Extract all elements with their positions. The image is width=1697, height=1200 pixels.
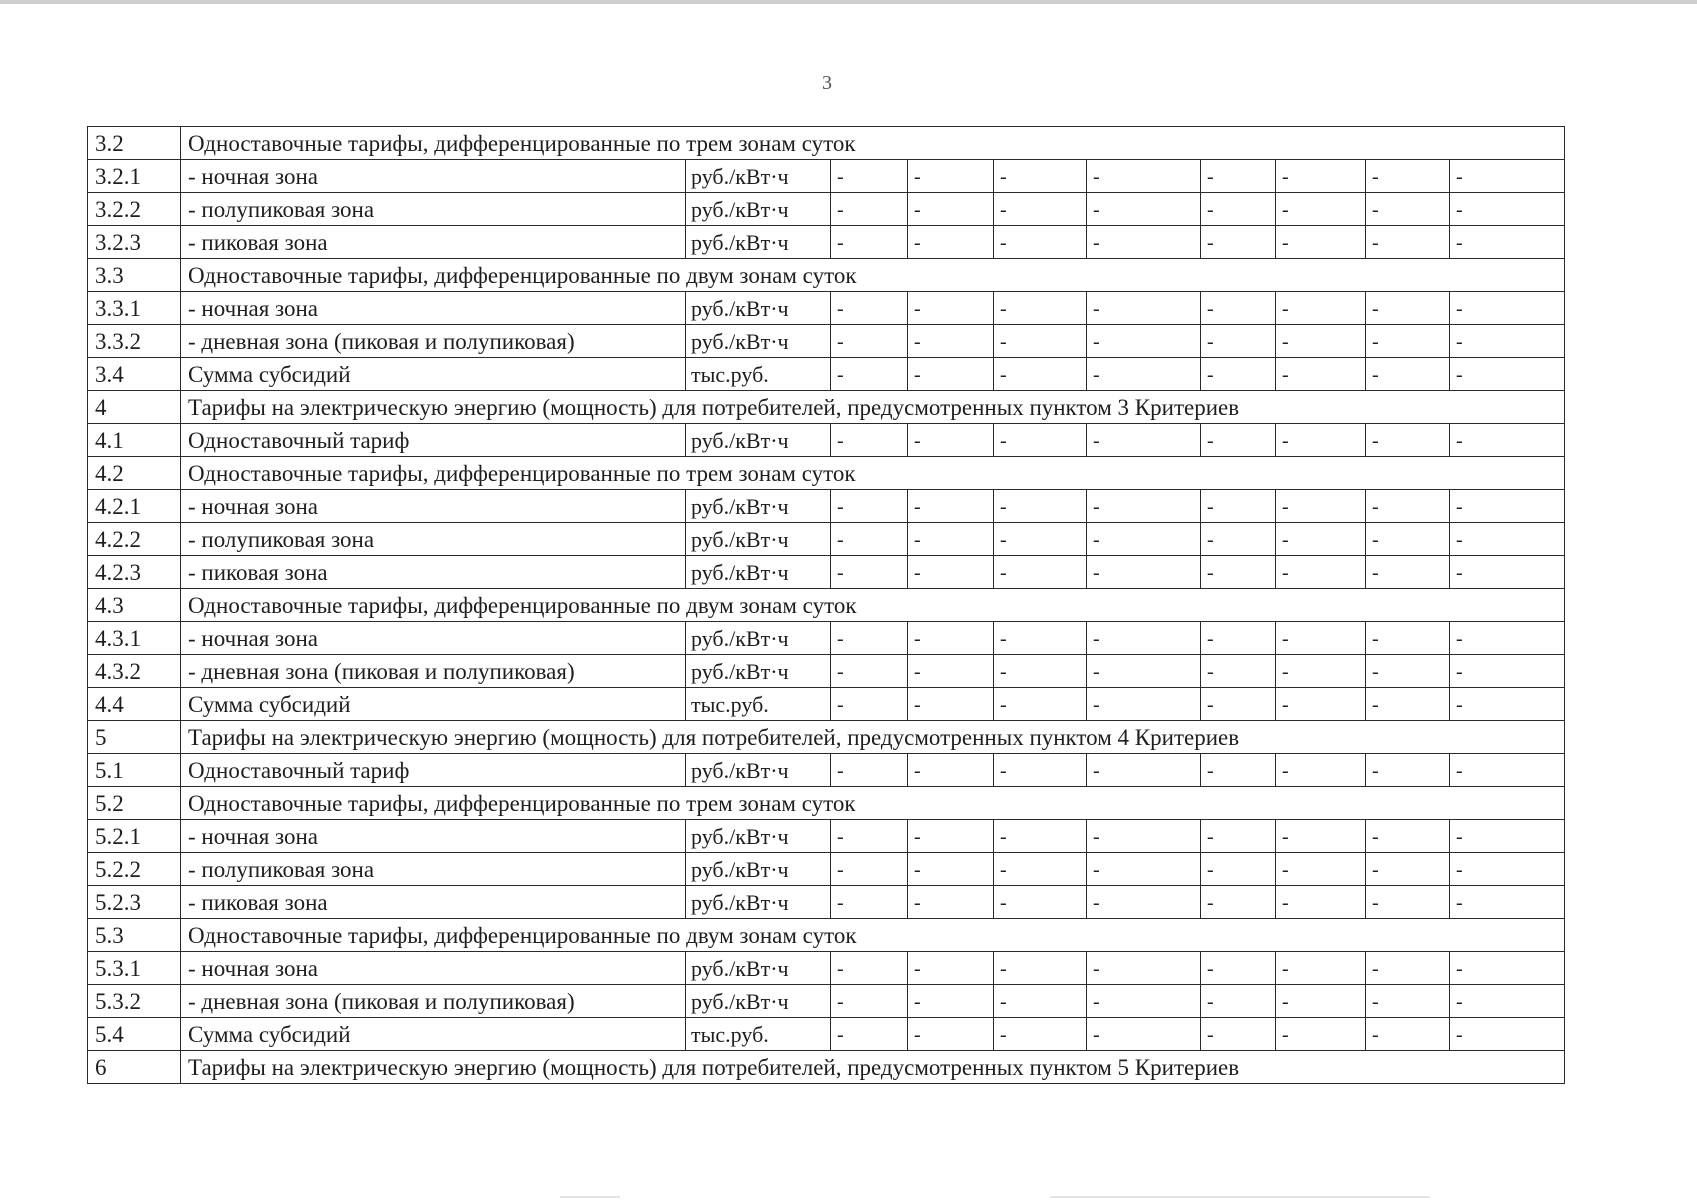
unit-cell: руб./кВт·ч: [686, 424, 831, 457]
value-cell: -: [1201, 622, 1276, 655]
value-cell: -: [908, 523, 994, 556]
value-cell: -: [1276, 886, 1366, 919]
table-row: [88, 490, 1565, 523]
value-cell: -: [1087, 853, 1201, 886]
row-number: 4.3: [88, 589, 181, 622]
value-cell: -: [908, 886, 994, 919]
value-cell: -: [1087, 622, 1201, 655]
table-section-row: [88, 919, 1565, 952]
table-row: [88, 688, 1565, 721]
value-cell: -: [1276, 985, 1366, 1018]
value-cell: -: [1087, 556, 1201, 589]
unit-cell: тыс.руб.: [686, 1018, 831, 1051]
value-cell: -: [908, 1018, 994, 1051]
section-title: Тарифы на электрическую энергию (мощность) для потребителей, предусмотренных пунктом 3 Критериев: [181, 391, 1565, 424]
value-cell: -: [1201, 490, 1276, 523]
value-cell: -: [1201, 688, 1276, 721]
value-cell: -: [1276, 193, 1366, 226]
row-number: 5.2.2: [88, 853, 181, 886]
row-label: - полупиковая зона: [181, 523, 686, 556]
value-cell: -: [994, 490, 1087, 523]
value-cell: -: [1450, 886, 1565, 919]
value-cell: -: [831, 1018, 908, 1051]
value-cell: -: [1366, 853, 1450, 886]
row-number: 4.2: [88, 457, 181, 490]
value-cell: -: [1450, 226, 1565, 259]
value-cell: -: [1450, 622, 1565, 655]
value-cell: -: [1276, 688, 1366, 721]
value-cell: -: [994, 523, 1087, 556]
value-cell: -: [908, 655, 994, 688]
value-cell: -: [1201, 754, 1276, 787]
value-cell: -: [831, 820, 908, 853]
value-cell: -: [831, 358, 908, 391]
value-cell: -: [1087, 424, 1201, 457]
value-cell: -: [1087, 226, 1201, 259]
value-cell: -: [908, 556, 994, 589]
value-cell: -: [994, 655, 1087, 688]
value-cell: -: [1087, 325, 1201, 358]
value-cell: -: [831, 622, 908, 655]
row-number: 3.3.1: [88, 292, 181, 325]
value-cell: -: [1087, 820, 1201, 853]
value-cell: -: [1450, 655, 1565, 688]
row-label: - ночная зона: [181, 490, 686, 523]
row-label: Одноставочный тариф: [181, 424, 686, 457]
row-label: - дневная зона (пиковая и полупиковая): [181, 655, 686, 688]
value-cell: -: [1366, 655, 1450, 688]
value-cell: -: [831, 754, 908, 787]
row-label: - пиковая зона: [181, 226, 686, 259]
unit-cell: руб./кВт·ч: [686, 226, 831, 259]
value-cell: -: [831, 424, 908, 457]
row-number: 3.2.1: [88, 160, 181, 193]
value-cell: -: [908, 226, 994, 259]
value-cell: -: [1087, 754, 1201, 787]
row-number: 4.3.1: [88, 622, 181, 655]
value-cell: -: [1087, 1018, 1201, 1051]
value-cell: -: [994, 1018, 1087, 1051]
row-label: Сумма субсидий: [181, 358, 686, 391]
unit-cell: руб./кВт·ч: [686, 853, 831, 886]
value-cell: -: [831, 490, 908, 523]
page-number: 3: [822, 72, 832, 94]
table-row: [88, 226, 1565, 259]
row-label: - ночная зона: [181, 292, 686, 325]
value-cell: -: [994, 820, 1087, 853]
value-cell: -: [1450, 424, 1565, 457]
value-cell: -: [1201, 292, 1276, 325]
table-row: [88, 292, 1565, 325]
value-cell: -: [831, 193, 908, 226]
value-cell: -: [908, 952, 994, 985]
value-cell: -: [1087, 193, 1201, 226]
row-number: 5.2.3: [88, 886, 181, 919]
value-cell: -: [1201, 1018, 1276, 1051]
scan-artifact: [560, 1196, 620, 1198]
row-label: - пиковая зона: [181, 886, 686, 919]
value-cell: -: [908, 985, 994, 1018]
unit-cell: руб./кВт·ч: [686, 820, 831, 853]
row-number: 3.4: [88, 358, 181, 391]
value-cell: -: [994, 853, 1087, 886]
table-row: [88, 160, 1565, 193]
section-title: Тарифы на электрическую энергию (мощность) для потребителей, предусмотренных пунктом 5 Критериев: [181, 1051, 1565, 1084]
row-label: - ночная зона: [181, 820, 686, 853]
section-title: Одноставочные тарифы, дифференцированные по двум зонам суток: [181, 589, 1565, 622]
row-number: 3.3.2: [88, 325, 181, 358]
value-cell: -: [1276, 754, 1366, 787]
value-cell: -: [1450, 985, 1565, 1018]
value-cell: -: [908, 754, 994, 787]
value-cell: -: [1201, 193, 1276, 226]
value-cell: -: [1450, 523, 1565, 556]
section-title: Одноставочные тарифы, дифференцированные по двум зонам суток: [181, 919, 1565, 952]
value-cell: -: [1450, 292, 1565, 325]
row-label: - дневная зона (пиковая и полупиковая): [181, 325, 686, 358]
table-row: [88, 820, 1565, 853]
value-cell: -: [1087, 523, 1201, 556]
value-cell: -: [994, 226, 1087, 259]
value-cell: -: [1276, 226, 1366, 259]
value-cell: -: [831, 688, 908, 721]
value-cell: -: [1276, 523, 1366, 556]
value-cell: -: [994, 556, 1087, 589]
table-row: [88, 952, 1565, 985]
table-row: [88, 853, 1565, 886]
value-cell: -: [1450, 952, 1565, 985]
value-cell: -: [1450, 193, 1565, 226]
table-row: [88, 886, 1565, 919]
row-label: Одноставочный тариф: [181, 754, 686, 787]
value-cell: -: [831, 655, 908, 688]
unit-cell: руб./кВт·ч: [686, 655, 831, 688]
value-cell: -: [1201, 523, 1276, 556]
value-cell: -: [1450, 1018, 1565, 1051]
value-cell: -: [1366, 754, 1450, 787]
table-row: [88, 655, 1565, 688]
table-row: [88, 523, 1565, 556]
unit-cell: руб./кВт·ч: [686, 160, 831, 193]
table-row: [88, 193, 1565, 226]
value-cell: -: [1201, 160, 1276, 193]
value-cell: -: [1087, 160, 1201, 193]
value-cell: -: [1087, 292, 1201, 325]
value-cell: -: [1366, 160, 1450, 193]
value-cell: -: [1366, 622, 1450, 655]
value-cell: -: [994, 886, 1087, 919]
table-row: [88, 358, 1565, 391]
value-cell: -: [908, 424, 994, 457]
row-number: 3.2.3: [88, 226, 181, 259]
value-cell: -: [831, 985, 908, 1018]
unit-cell: руб./кВт·ч: [686, 523, 831, 556]
unit-cell: руб./кВт·ч: [686, 292, 831, 325]
row-number: 5.3.2: [88, 985, 181, 1018]
unit-cell: тыс.руб.: [686, 358, 831, 391]
value-cell: -: [1201, 853, 1276, 886]
row-label: - полупиковая зона: [181, 853, 686, 886]
value-cell: -: [1276, 292, 1366, 325]
row-label: - пиковая зона: [181, 556, 686, 589]
row-label: - ночная зона: [181, 160, 686, 193]
value-cell: -: [994, 622, 1087, 655]
value-cell: -: [1450, 490, 1565, 523]
value-cell: -: [831, 523, 908, 556]
row-number: 6: [88, 1051, 181, 1084]
value-cell: -: [1087, 655, 1201, 688]
row-number: 4.3.2: [88, 655, 181, 688]
value-cell: -: [908, 688, 994, 721]
value-cell: -: [994, 424, 1087, 457]
value-cell: -: [1450, 160, 1565, 193]
row-number: 3.2.2: [88, 193, 181, 226]
scan-artifact: [1050, 1196, 1430, 1198]
value-cell: -: [908, 358, 994, 391]
value-cell: -: [994, 292, 1087, 325]
value-cell: -: [908, 160, 994, 193]
section-title: Одноставочные тарифы, дифференцированные по трем зонам суток: [181, 127, 1565, 160]
unit-cell: руб./кВт·ч: [686, 952, 831, 985]
value-cell: -: [1087, 886, 1201, 919]
value-cell: -: [1276, 820, 1366, 853]
value-cell: -: [1450, 325, 1565, 358]
value-cell: -: [1450, 358, 1565, 391]
value-cell: -: [1201, 985, 1276, 1018]
row-label: Сумма субсидий: [181, 688, 686, 721]
value-cell: -: [1366, 226, 1450, 259]
unit-cell: руб./кВт·ч: [686, 622, 831, 655]
table-row: [88, 985, 1565, 1018]
unit-cell: руб./кВт·ч: [686, 886, 831, 919]
value-cell: -: [831, 853, 908, 886]
table-row: [88, 325, 1565, 358]
value-cell: -: [994, 325, 1087, 358]
row-number: 5.2: [88, 787, 181, 820]
row-number: 4.4: [88, 688, 181, 721]
value-cell: -: [1276, 358, 1366, 391]
value-cell: -: [908, 292, 994, 325]
value-cell: -: [1087, 688, 1201, 721]
value-cell: -: [908, 193, 994, 226]
table-section-row: [88, 721, 1565, 754]
value-cell: -: [1201, 226, 1276, 259]
row-label: - ночная зона: [181, 622, 686, 655]
value-cell: -: [1087, 490, 1201, 523]
table-section-row: [88, 259, 1565, 292]
value-cell: -: [1366, 490, 1450, 523]
row-number: 5.2.1: [88, 820, 181, 853]
value-cell: -: [1276, 853, 1366, 886]
value-cell: -: [1201, 556, 1276, 589]
value-cell: -: [1201, 886, 1276, 919]
row-number: 5.3.1: [88, 952, 181, 985]
value-cell: -: [994, 160, 1087, 193]
table-row: [88, 556, 1565, 589]
value-cell: -: [1366, 952, 1450, 985]
value-cell: -: [1276, 1018, 1366, 1051]
value-cell: -: [1201, 325, 1276, 358]
value-cell: -: [1276, 424, 1366, 457]
row-number: 4.2.1: [88, 490, 181, 523]
table-section-row: [88, 391, 1565, 424]
value-cell: -: [1366, 985, 1450, 1018]
value-cell: -: [1087, 358, 1201, 391]
value-cell: -: [994, 358, 1087, 391]
table-section-row: [88, 127, 1565, 160]
table-row: [88, 754, 1565, 787]
value-cell: -: [831, 160, 908, 193]
row-number: 5: [88, 721, 181, 754]
value-cell: -: [1450, 853, 1565, 886]
value-cell: -: [1366, 1018, 1450, 1051]
value-cell: -: [1450, 556, 1565, 589]
value-cell: -: [831, 886, 908, 919]
row-number: 5.4: [88, 1018, 181, 1051]
unit-cell: руб./кВт·ч: [686, 325, 831, 358]
section-title: Одноставочные тарифы, дифференцированные по двум зонам суток: [181, 259, 1565, 292]
value-cell: -: [908, 490, 994, 523]
unit-cell: руб./кВт·ч: [686, 490, 831, 523]
table-body: [88, 127, 1565, 1084]
value-cell: -: [1276, 952, 1366, 985]
section-title: Одноставочные тарифы, дифференцированные по трем зонам суток: [181, 787, 1565, 820]
value-cell: -: [1276, 325, 1366, 358]
row-number: 3.2: [88, 127, 181, 160]
unit-cell: руб./кВт·ч: [686, 985, 831, 1018]
value-cell: -: [831, 952, 908, 985]
value-cell: -: [994, 193, 1087, 226]
scan-top-edge: [0, 0, 1697, 4]
value-cell: -: [1366, 193, 1450, 226]
value-cell: -: [1366, 325, 1450, 358]
value-cell: -: [1276, 655, 1366, 688]
value-cell: -: [1366, 292, 1450, 325]
value-cell: -: [1366, 424, 1450, 457]
row-number: 3.3: [88, 259, 181, 292]
value-cell: -: [831, 226, 908, 259]
unit-cell: руб./кВт·ч: [686, 754, 831, 787]
unit-cell: руб./кВт·ч: [686, 193, 831, 226]
table-row: [88, 622, 1565, 655]
value-cell: -: [831, 556, 908, 589]
value-cell: -: [1201, 655, 1276, 688]
table-section-row: [88, 787, 1565, 820]
row-label: - дневная зона (пиковая и полупиковая): [181, 985, 686, 1018]
value-cell: -: [1366, 358, 1450, 391]
section-title: Одноставочные тарифы, дифференцированные по трем зонам суток: [181, 457, 1565, 490]
row-number: 5.1: [88, 754, 181, 787]
value-cell: -: [1366, 886, 1450, 919]
value-cell: -: [1276, 160, 1366, 193]
value-cell: -: [1276, 556, 1366, 589]
value-cell: -: [1366, 556, 1450, 589]
value-cell: -: [1087, 952, 1201, 985]
section-title: Тарифы на электрическую энергию (мощность) для потребителей, предусмотренных пунктом 4 Критериев: [181, 721, 1565, 754]
value-cell: -: [831, 292, 908, 325]
table-section-row: [88, 457, 1565, 490]
value-cell: -: [1201, 952, 1276, 985]
value-cell: -: [1201, 358, 1276, 391]
value-cell: -: [1450, 820, 1565, 853]
value-cell: -: [908, 622, 994, 655]
value-cell: -: [994, 985, 1087, 1018]
table-row: [88, 1018, 1565, 1051]
row-label: Сумма субсидий: [181, 1018, 686, 1051]
unit-cell: тыс.руб.: [686, 688, 831, 721]
unit-cell: руб./кВт·ч: [686, 556, 831, 589]
row-label: - ночная зона: [181, 952, 686, 985]
row-number: 4.2.2: [88, 523, 181, 556]
table-section-row: [88, 1051, 1565, 1084]
value-cell: -: [1366, 523, 1450, 556]
table-section-row: [88, 589, 1565, 622]
row-number: 5.3: [88, 919, 181, 952]
value-cell: -: [1087, 985, 1201, 1018]
value-cell: -: [1276, 490, 1366, 523]
value-cell: -: [994, 754, 1087, 787]
row-number: 4.2.3: [88, 556, 181, 589]
value-cell: -: [994, 952, 1087, 985]
value-cell: -: [1201, 424, 1276, 457]
row-label: - полупиковая зона: [181, 193, 686, 226]
table-row: [88, 424, 1565, 457]
value-cell: -: [1450, 688, 1565, 721]
value-cell: -: [1366, 820, 1450, 853]
tariff-table: [87, 126, 1565, 1084]
value-cell: -: [1450, 754, 1565, 787]
value-cell: -: [1201, 820, 1276, 853]
value-cell: -: [1276, 622, 1366, 655]
value-cell: -: [908, 325, 994, 358]
value-cell: -: [908, 820, 994, 853]
row-number: 4: [88, 391, 181, 424]
row-number: 4.1: [88, 424, 181, 457]
value-cell: -: [908, 853, 994, 886]
value-cell: -: [1366, 688, 1450, 721]
value-cell: -: [994, 688, 1087, 721]
value-cell: -: [831, 325, 908, 358]
